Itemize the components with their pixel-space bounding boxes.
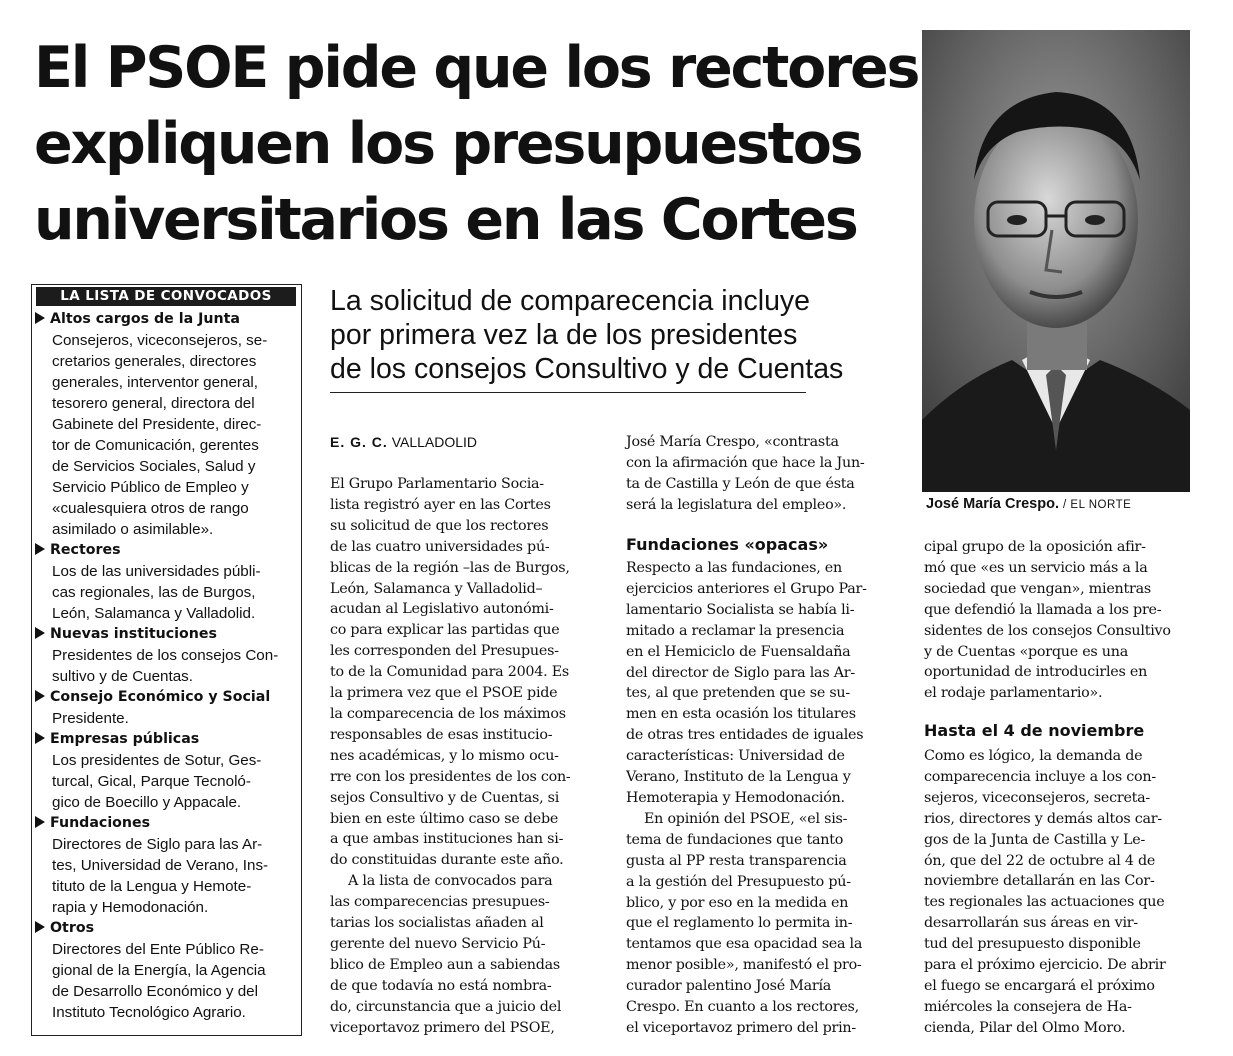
body-text-line: José María Crespo, «contrasta: [626, 434, 839, 450]
body-text-line: sidentes de los consejos Consultivo: [924, 622, 1171, 639]
sidebar-box: [31, 284, 302, 1036]
headline-line-2: expliquen los presupuestos: [34, 111, 862, 177]
body-text-line: nes académicas, y lo mismo ocu-: [330, 747, 559, 764]
body-text-line: mó que «es un servicio más a la: [924, 559, 1148, 576]
body-text-line: ejercicios anteriores el Grupo Par-: [626, 580, 867, 597]
body-text-line: para el próximo ejercicio. De abrir: [924, 957, 1166, 974]
sidebar-section-label: Consejo Económico y Social: [50, 689, 271, 705]
body-text-line: gusta al PP resta transparencia: [626, 852, 847, 869]
triangle-bullet-icon: [35, 921, 45, 933]
body-text-line: tema de fundaciones que tanto: [626, 831, 844, 848]
body-text-line: cienda, Pilar del Olmo Moro.: [924, 1019, 1126, 1036]
body-text-line: ón, que del 22 de octubre al 4 de: [924, 852, 1156, 869]
sidebar-section-title: [35, 309, 301, 330]
body-text-line: de que todavía no está nombra-: [330, 977, 552, 994]
body-text-line: sejos Consultivo y de Cuentas, si: [330, 789, 560, 806]
body-text-line: acudan al Legislativo autonómi-: [330, 601, 554, 618]
sidebar-section-text: [35, 834, 301, 918]
body-text-line: el fuego se encargará el próximo: [924, 977, 1155, 994]
subhead-line-1: La solicitud de comparecencia incluye: [330, 285, 811, 317]
sidebar-section-title: [35, 813, 301, 834]
body-text-line: Hemoterapia y Hemodonación.: [626, 789, 845, 806]
body-text-line: a la gestión del Presupuesto pú-: [626, 873, 851, 890]
body-text-line: que el reglamento lo permita in-: [626, 915, 853, 932]
subheadline: [330, 284, 910, 386]
body-column-2-top: [626, 432, 896, 516]
sidebar-text-line: Servicio Público de Empleo y: [52, 479, 249, 496]
body-column-1: [330, 474, 598, 1038]
body-column-2-bottom: [626, 558, 896, 1039]
sidebar-text-line: Los presidentes de Sotur, Ges-: [52, 752, 262, 769]
headline: [34, 30, 919, 258]
sidebar-text-line: tes, Universidad de Verano, Ins-: [52, 857, 269, 874]
portrait-photo: [922, 30, 1190, 492]
sidebar-body: [35, 309, 301, 1023]
body-text-line: tentamos que esa opacidad sea la: [626, 936, 863, 953]
sidebar-text-line: gional de la Energía, la Agencia: [52, 962, 266, 979]
sidebar-text-line: generales, interventor general,: [52, 374, 259, 391]
body-text-line: será la legislatura del empleo».: [626, 496, 847, 513]
sidebar-section-text: [35, 708, 301, 729]
body-text-line: blico, y por eso en la medida en: [626, 894, 849, 911]
body-text-line: Verano, Instituto de la Lengua y: [626, 769, 851, 786]
sidebar-section-text: [35, 750, 301, 813]
triangle-bullet-icon: [35, 312, 45, 324]
body-text-line: bien en este último caso se debe: [330, 810, 559, 827]
sidebar-section-label: Rectores: [50, 542, 121, 558]
body-text-line: lista registró ayer en las Cortes: [330, 496, 551, 513]
body-text-line: blicas de la región –las de Burgos,: [330, 559, 570, 576]
sidebar-text-line: asimilado o asimilable».: [52, 521, 214, 538]
sidebar-text-line: cretarios generales, directores: [52, 353, 257, 370]
triangle-bullet-icon: [35, 732, 45, 744]
body-text-line: en el Hemiciclo de Fuensaldaña: [626, 643, 851, 660]
body-text-line: sejeros, viceconsejeros, secreta-: [924, 789, 1151, 806]
body-text-line: En opinión del PSOE, «el sis-: [644, 810, 848, 827]
body-text-line: co para explicar las partidas que: [330, 622, 560, 639]
subhead-line-3: de los consejos Consultivo y de Cuentas: [330, 353, 844, 385]
body-text-line: con la afirmación que hace la Jun-: [626, 454, 865, 471]
sidebar-text-line: Directores de Siglo para las Ar-: [52, 836, 263, 853]
body-text-line: cipal grupo de la oposición afir-: [924, 539, 1146, 555]
headline-line-1: El PSOE pide que los rectores: [34, 35, 919, 101]
sidebar-section-text: [35, 645, 301, 687]
body-text-line: el rodaje parlamentario».: [924, 685, 1103, 702]
portrait-illustration: [922, 30, 1190, 492]
sidebar-section-title: [35, 918, 301, 939]
sidebar-text-line: Directores del Ente Público Re-: [52, 941, 264, 958]
body-column-3-top: [924, 537, 1192, 704]
sidebar-text-line: Los de las universidades públi-: [52, 563, 261, 580]
body-text-line: la comparecencia de los máximos: [330, 705, 566, 722]
body-text-line: tarias los socialistas añaden al: [330, 915, 544, 932]
body-text-line: el viceportavoz primero del prin-: [626, 1019, 856, 1036]
sidebar-text-line: rapia y Hemodonación.: [52, 899, 209, 916]
caption-name: José María Crespo.: [926, 496, 1059, 512]
triangle-bullet-icon: [35, 690, 45, 702]
body-text-line: miércoles la consejera de Ha-: [924, 998, 1132, 1015]
body-text-line: lamentario Socialista se había li-: [626, 601, 855, 618]
sidebar-section-title: [35, 687, 301, 708]
sidebar-text-line: sultivo y de Cuentas.: [52, 668, 193, 685]
headline-line-3: universitarios en las Cortes: [34, 187, 857, 253]
sidebar-text-line: tituto de la Lengua y Hemote-: [52, 878, 252, 895]
byline-author: E. G. C.: [330, 434, 388, 450]
body-text-line: que defendió la llamada a los pre-: [924, 601, 1162, 618]
sidebar-section-label: Altos cargos de la Junta: [50, 311, 240, 327]
body-text-line: a que ambas instituciones han si-: [330, 831, 564, 848]
section-subtitle-fundaciones: Fundaciones «opacas»: [626, 535, 829, 554]
sidebar-section-title: [35, 540, 301, 561]
body-column-3-bottom: [924, 746, 1192, 1039]
sidebar-text-line: Presidentes de los consejos Con-: [52, 647, 279, 664]
sidebar-section-text: [35, 561, 301, 624]
sidebar-text-line: de Servicios Sociales, Salud y: [52, 458, 256, 475]
body-text-line: tes, al que pretenden que se su-: [626, 685, 850, 702]
body-text-line: men en esta ocasión los titulares: [626, 706, 856, 723]
body-text-line: gerente del nuevo Servicio Pú-: [330, 935, 546, 952]
sidebar-text-line: Gabinete del Presidente, direc-: [52, 416, 262, 433]
body-text-line: Crespo. En cuanto a los rectores,: [626, 999, 859, 1016]
body-text-line: desarrollarán sus áreas en vir-: [924, 915, 1138, 932]
triangle-bullet-icon: [35, 627, 45, 639]
sidebar-section-title: [35, 729, 301, 750]
body-text-line: ta de Castilla y León de que ésta: [626, 475, 855, 492]
body-text-line: A la lista de convocados para: [348, 873, 553, 890]
subhead-divider: [330, 392, 806, 393]
sidebar-text-line: tesorero general, directora del: [52, 395, 255, 412]
body-text-line: del director de Siglo para las Ar-: [626, 664, 855, 681]
caption-credit: / EL NORTE: [1063, 499, 1132, 511]
photo-caption: [926, 496, 1226, 512]
sidebar-header: LA LISTA DE CONVOCADOS: [36, 287, 296, 306]
sidebar-section-label: Nuevas instituciones: [50, 626, 217, 642]
sidebar-text-line: cas regionales, las de Burgos,: [52, 584, 256, 601]
sidebar-section-text: [35, 939, 301, 1023]
body-text-line: curador palentino José María: [626, 978, 832, 995]
byline-place: VALLADOLID: [391, 434, 478, 450]
body-text-line: responsables de esas institucio-: [330, 726, 553, 743]
body-text-line: la primera vez que el PSOE pide: [330, 685, 558, 702]
body-text-line: comparecencia incluye a los con-: [924, 768, 1156, 785]
sidebar-text-line: gico de Boecillo y Appacale.: [52, 794, 242, 811]
body-text-line: El Grupo Parlamentario Socia-: [330, 476, 544, 492]
sidebar-text-line: turcal, Gical, Parque Tecnoló-: [52, 773, 251, 790]
body-text-line: blico de Empleo aun a sabiendas: [330, 956, 561, 973]
body-text-line: rios, directores y demás altos car-: [924, 810, 1162, 827]
body-text-line: rre con los presidentes de los con-: [330, 768, 571, 785]
body-text-line: Respecto a las fundaciones, en: [626, 560, 842, 576]
sidebar-text-line: «cualesquiera otros de rango: [52, 500, 249, 517]
body-text-line: tud del presupuesto disponible: [924, 936, 1141, 953]
body-text-line: Como es lógico, la demanda de: [924, 748, 1143, 764]
sidebar-section-label: Fundaciones: [50, 815, 151, 831]
sidebar-section-title: [35, 624, 301, 645]
body-text-line: sociedad que vengan», mientras: [924, 580, 1151, 597]
section-subtitle-noviembre: Hasta el 4 de noviembre: [924, 721, 1145, 740]
subhead-line-2: por primera vez la de los presidentes: [330, 319, 798, 351]
body-text-line: viceportavoz primero del PSOE,: [330, 1019, 555, 1036]
sidebar-text-line: Instituto Tecnológico Agrario.: [52, 1004, 246, 1021]
body-text-line: de las cuatro universidades pú-: [330, 538, 550, 555]
sidebar-text-line: tor de Comunicación, gerentes: [52, 437, 259, 454]
triangle-bullet-icon: [35, 543, 45, 555]
sidebar-section-label: Empresas públicas: [50, 731, 200, 747]
body-text-line: do, circunstancia que a juicio del: [330, 998, 562, 1015]
body-text-line: las comparecencias presupues-: [330, 894, 550, 911]
body-text-line: su solicitud de que los rectores: [330, 517, 549, 534]
byline: [330, 434, 477, 450]
sidebar-text-line: Consejeros, viceconsejeros, se-: [52, 332, 268, 349]
body-text-line: y de Cuentas «porque es una: [924, 643, 1128, 660]
sidebar-text-line: Presidente.: [52, 710, 129, 727]
body-text-line: características: Universidad de: [626, 748, 845, 765]
body-text-line: de otras tres entidades de iguales: [626, 727, 864, 744]
triangle-bullet-icon: [35, 816, 45, 828]
sidebar-section-text: [35, 330, 301, 540]
body-text-line: les corresponden del Presupues-: [330, 643, 559, 660]
body-text-line: León, Salamanca y Valladolid–: [330, 580, 543, 597]
sidebar-text-line: de Desarrollo Económico y del: [52, 983, 258, 1000]
body-text-line: tes regionales las actuaciones que: [924, 894, 1165, 911]
body-text-line: gos de la Junta de Castilla y Le-: [924, 831, 1146, 848]
body-text-line: noviembre detallarán en las Cor-: [924, 873, 1155, 890]
body-text-line: oportunidad de introducirles en: [924, 664, 1148, 681]
body-text-line: menor posible», manifestó el pro-: [626, 957, 862, 974]
body-text-line: to de la Comunidad para 2004. Es: [330, 664, 569, 681]
body-text-line: do constituidas durante este año.: [330, 852, 564, 869]
body-text-line: mitado a reclamar la presencia: [626, 622, 845, 639]
sidebar-text-line: León, Salamanca y Valladolid.: [52, 605, 256, 622]
sidebar-section-label: Otros: [50, 920, 95, 936]
